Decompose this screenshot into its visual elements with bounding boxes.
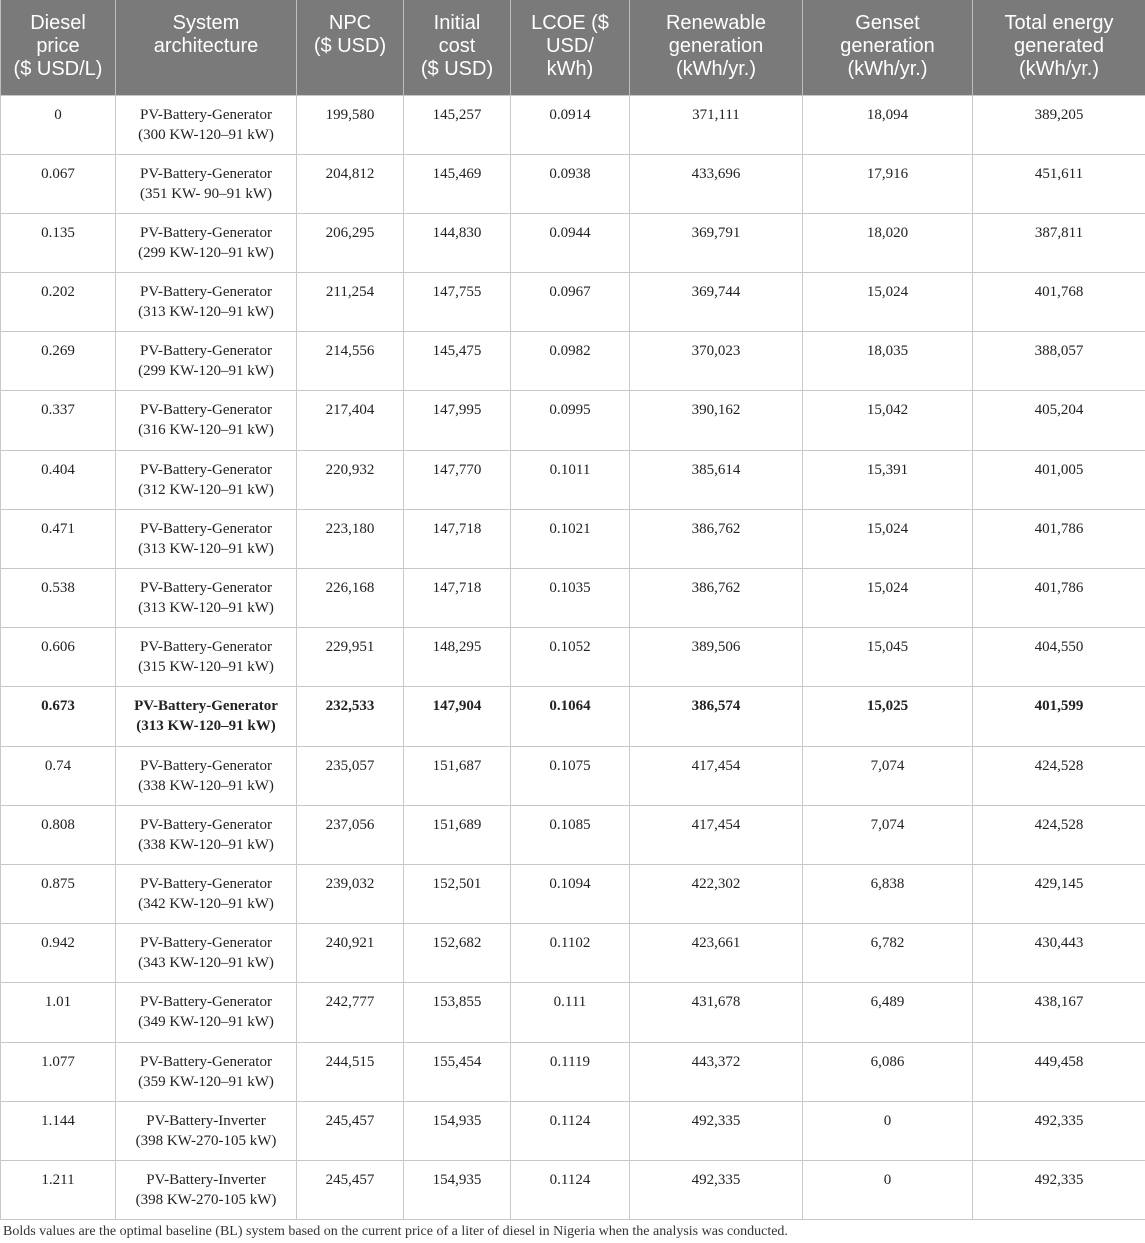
architecture-sizing: (313 KW-120–91 kW): [136, 718, 276, 735]
npc-cell: 199,580: [297, 95, 404, 154]
architecture-name: PV-Battery-Generator: [140, 520, 272, 537]
architecture-sizing: (349 KW-120–91 kW): [138, 1014, 274, 1031]
npc-cell: 229,951: [297, 628, 404, 687]
npc-cell: 217,404: [297, 391, 404, 450]
initial-cost-cell: 151,689: [404, 805, 511, 864]
renewable-generation-cell: 431,678: [630, 983, 803, 1042]
table-row: [1, 391, 1145, 450]
architecture-name: PV-Battery-Generator: [134, 698, 278, 715]
system-architecture-cell: [116, 687, 297, 746]
genset-generation-cell: 15,391: [803, 450, 973, 509]
genset-generation-cell: 15,024: [803, 569, 973, 628]
total-energy-cell: 424,528: [973, 805, 1145, 864]
header-total-energy: Total energy generated (kWh/yr.): [973, 0, 1145, 95]
architecture-name: PV-Battery-Inverter: [146, 1171, 266, 1188]
system-architecture-cell: [116, 273, 297, 332]
system-architecture-cell: [116, 450, 297, 509]
total-energy-cell: 401,786: [973, 509, 1145, 568]
genset-generation-cell: 6,086: [803, 1042, 973, 1101]
architecture-name: PV-Battery-Generator: [140, 106, 272, 123]
renewable-generation-cell: 417,454: [630, 746, 803, 805]
lcoe-cell: 0.1064: [511, 687, 630, 746]
architecture-name: PV-Battery-Generator: [140, 1053, 272, 1070]
renewable-generation-cell: 389,506: [630, 628, 803, 687]
architecture-sizing: (338 KW-120–91 kW): [138, 836, 274, 853]
architecture-name: PV-Battery-Generator: [140, 757, 272, 774]
architecture-sizing: (313 KW-120–91 kW): [138, 600, 274, 616]
architecture-sizing: (313 KW-120–91 kW): [138, 304, 274, 321]
architecture-sizing: (312 KW-120–91 kW): [138, 481, 274, 498]
header-npc: NPC ($ USD): [297, 0, 404, 95]
architecture-name: PV-Battery-Inverter: [146, 1112, 266, 1129]
npc-cell: 204,812: [297, 154, 404, 213]
table-row: [1, 864, 1145, 923]
header-row: [1, 0, 1145, 95]
npc-cell: 245,457: [297, 1160, 404, 1219]
genset-generation-cell: 15,042: [803, 391, 973, 450]
table-row: [1, 628, 1145, 687]
system-architecture-cell: [116, 746, 297, 805]
total-energy-cell: 405,204: [973, 391, 1145, 450]
architecture-sizing: (343 KW-120–91 kW): [138, 955, 274, 972]
header-lcoe: LCOE ($ USD/ kWh): [511, 0, 630, 95]
npc-cell: 214,556: [297, 332, 404, 391]
table-row: [1, 273, 1145, 332]
architecture-name: PV-Battery-Generator: [140, 165, 272, 182]
header-initial-cost: Initial cost ($ USD): [404, 0, 511, 95]
table-row: [1, 1160, 1145, 1219]
system-architecture-cell: [116, 509, 297, 568]
total-energy-cell: 389,205: [973, 95, 1145, 154]
total-energy-cell: 430,443: [973, 924, 1145, 983]
lcoe-cell: 0.0914: [511, 95, 630, 154]
initial-cost-cell: 155,454: [404, 1042, 511, 1101]
diesel-price-cell: 0.404: [1, 450, 116, 509]
renewable-generation-cell: 417,454: [630, 805, 803, 864]
architecture-sizing: (315 KW-120–91 kW): [138, 659, 274, 676]
architecture-name: PV-Battery-Generator: [140, 935, 272, 952]
architecture-name: PV-Battery-Generator: [140, 875, 272, 892]
system-architecture-cell: [116, 1042, 297, 1101]
table-body: [1, 95, 1145, 1220]
genset-generation-cell: 0: [803, 1101, 973, 1160]
lcoe-cell: 0.1094: [511, 864, 630, 923]
npc-cell: 239,032: [297, 864, 404, 923]
diesel-price-cell: 0.875: [1, 864, 116, 923]
npc-cell: 226,168: [297, 569, 404, 628]
initial-cost-cell: 147,718: [404, 509, 511, 568]
renewable-generation-cell: 492,335: [630, 1101, 803, 1160]
table-row: [1, 924, 1145, 983]
total-energy-cell: 387,811: [973, 213, 1145, 272]
renewable-generation-cell: 370,023: [630, 332, 803, 391]
architecture-sizing: (316 KW-120–91 kW): [138, 422, 274, 439]
system-architecture-cell: [116, 391, 297, 450]
diesel-price-cell: 0.202: [1, 273, 116, 332]
system-architecture-cell: [116, 569, 297, 628]
npc-cell: 223,180: [297, 509, 404, 568]
table-row: [1, 983, 1145, 1042]
lcoe-cell: 0.1011: [511, 450, 630, 509]
table-row: [1, 569, 1145, 628]
lcoe-cell: 0.1119: [511, 1042, 630, 1101]
npc-cell: 220,932: [297, 450, 404, 509]
initial-cost-cell: 152,682: [404, 924, 511, 983]
initial-cost-cell: 148,295: [404, 628, 511, 687]
initial-cost-cell: 147,904: [404, 687, 511, 746]
genset-generation-cell: 0: [803, 1160, 973, 1219]
initial-cost-cell: 152,501: [404, 864, 511, 923]
renewable-generation-cell: 371,111: [630, 95, 803, 154]
table-header: [1, 0, 1145, 95]
npc-cell: 235,057: [297, 746, 404, 805]
architecture-sizing: (300 KW-120–91 kW): [138, 126, 274, 143]
lcoe-cell: 0.1085: [511, 805, 630, 864]
architecture-sizing: (299 KW-120–91 kW): [138, 363, 274, 380]
architecture-sizing: (299 KW-120–91 kW): [138, 244, 274, 261]
architecture-sizing: (313 KW-120–91 kW): [138, 540, 274, 557]
system-architecture-cell: [116, 213, 297, 272]
diesel-price-cell: 0.74: [1, 746, 116, 805]
architecture-sizing: (398 KW-270-105 kW): [135, 1132, 277, 1149]
genset-generation-cell: 15,024: [803, 509, 973, 568]
diesel-price-cell: 0.673: [1, 687, 116, 746]
diesel-price-cell: 1.077: [1, 1042, 116, 1101]
renewable-generation-cell: 386,574: [630, 687, 803, 746]
system-architecture-cell: [116, 95, 297, 154]
table-row: [1, 687, 1145, 746]
renewable-generation-cell: 443,372: [630, 1042, 803, 1101]
npc-cell: 211,254: [297, 273, 404, 332]
genset-generation-cell: 6,782: [803, 924, 973, 983]
architecture-sizing: (398 KW-270-105 kW): [135, 1191, 277, 1208]
total-energy-cell: 451,611: [973, 154, 1145, 213]
total-energy-cell: 401,005: [973, 450, 1145, 509]
table-row: [1, 332, 1145, 391]
table-row: [1, 805, 1145, 864]
lcoe-cell: 0.0938: [511, 154, 630, 213]
npc-cell: 245,457: [297, 1101, 404, 1160]
initial-cost-cell: 151,687: [404, 746, 511, 805]
architecture-name: PV-Battery-Generator: [140, 224, 272, 241]
table-row: [1, 213, 1145, 272]
renewable-generation-cell: 369,791: [630, 213, 803, 272]
npc-cell: 240,921: [297, 924, 404, 983]
header-diesel-price: Diesel price ($ USD/L): [1, 0, 116, 95]
lcoe-cell: 0.1102: [511, 924, 630, 983]
lcoe-cell: 0.1052: [511, 628, 630, 687]
genset-generation-cell: 15,045: [803, 628, 973, 687]
header-system-architecture: System architecture: [116, 0, 297, 95]
system-architecture-cell: [116, 628, 297, 687]
system-architecture-cell: [116, 805, 297, 864]
diesel-price-cell: 0.808: [1, 805, 116, 864]
total-energy-cell: 401,599: [973, 687, 1145, 746]
genset-generation-cell: 15,024: [803, 273, 973, 332]
genset-generation-cell: 7,074: [803, 746, 973, 805]
total-energy-cell: 401,786: [973, 569, 1145, 628]
genset-generation-cell: 18,020: [803, 213, 973, 272]
npc-cell: 232,533: [297, 687, 404, 746]
initial-cost-cell: 154,935: [404, 1160, 511, 1219]
initial-cost-cell: 153,855: [404, 983, 511, 1042]
architecture-sizing: (351 KW- 90–91 kW): [139, 185, 273, 202]
architecture-name: PV-Battery-Generator: [140, 402, 272, 419]
lcoe-cell: 0.1035: [511, 569, 630, 628]
total-energy-cell: 438,167: [973, 983, 1145, 1042]
initial-cost-cell: 144,830: [404, 213, 511, 272]
system-architecture-cell: [116, 983, 297, 1042]
header-genset-generation: Genset generation (kWh/yr.): [803, 0, 973, 95]
genset-generation-cell: 6,838: [803, 864, 973, 923]
system-architecture-cell: [116, 864, 297, 923]
total-energy-cell: 449,458: [973, 1042, 1145, 1101]
architecture-name: PV-Battery-Generator: [140, 580, 272, 596]
table-row: [1, 154, 1145, 213]
diesel-price-cell: 0: [1, 95, 116, 154]
initial-cost-cell: 147,718: [404, 569, 511, 628]
lcoe-cell: 0.0967: [511, 273, 630, 332]
lcoe-cell: 0.0982: [511, 332, 630, 391]
table-row: [1, 746, 1145, 805]
renewable-generation-cell: 386,762: [630, 569, 803, 628]
architecture-name: PV-Battery-Generator: [140, 994, 272, 1011]
renewable-generation-cell: 422,302: [630, 864, 803, 923]
renewable-generation-cell: 386,762: [630, 509, 803, 568]
renewable-generation-cell: 423,661: [630, 924, 803, 983]
system-architecture-cell: [116, 332, 297, 391]
renewable-generation-cell: 369,744: [630, 273, 803, 332]
lcoe-cell: 0.1075: [511, 746, 630, 805]
genset-generation-cell: 17,916: [803, 154, 973, 213]
table-row: [1, 95, 1145, 154]
npc-cell: 242,777: [297, 983, 404, 1042]
diesel-price-cell: 0.538: [1, 569, 116, 628]
system-architecture-cell: [116, 154, 297, 213]
diesel-price-cell: 1.01: [1, 983, 116, 1042]
npc-cell: 237,056: [297, 805, 404, 864]
total-energy-cell: 388,057: [973, 332, 1145, 391]
initial-cost-cell: 145,475: [404, 332, 511, 391]
header-renewable-generation: Renewable generation (kWh/yr.): [630, 0, 803, 95]
initial-cost-cell: 147,755: [404, 273, 511, 332]
table-row: [1, 1042, 1145, 1101]
architecture-name: PV-Battery-Generator: [140, 284, 272, 301]
lcoe-cell: 0.1021: [511, 509, 630, 568]
table-row: [1, 509, 1145, 568]
total-energy-cell: 424,528: [973, 746, 1145, 805]
lcoe-cell: 0.1124: [511, 1160, 630, 1219]
renewable-generation-cell: 433,696: [630, 154, 803, 213]
renewable-generation-cell: 492,335: [630, 1160, 803, 1219]
architecture-name: PV-Battery-Generator: [140, 639, 272, 656]
system-architecture-cell: [116, 924, 297, 983]
lcoe-cell: 0.1124: [511, 1101, 630, 1160]
architecture-sizing: (338 KW-120–91 kW): [138, 777, 274, 794]
diesel-price-cell: 0.135: [1, 213, 116, 272]
system-architecture-cell: [116, 1101, 297, 1160]
architecture-sizing: (342 KW-120–91 kW): [138, 895, 274, 912]
lcoe-cell: 0.0995: [511, 391, 630, 450]
npc-cell: 206,295: [297, 213, 404, 272]
diesel-price-cell: 1.211: [1, 1160, 116, 1219]
genset-generation-cell: 18,035: [803, 332, 973, 391]
initial-cost-cell: 147,995: [404, 391, 511, 450]
genset-generation-cell: 15,025: [803, 687, 973, 746]
genset-generation-cell: 7,074: [803, 805, 973, 864]
diesel-price-cell: 0.337: [1, 391, 116, 450]
table-footnote: Bolds values are the optimal baseline (BL) system based on the current price of a liter of diesel in Nigeria when the analysis was conducted.: [3, 1224, 788, 1239]
total-energy-cell: 429,145: [973, 864, 1145, 923]
architecture-name: PV-Battery-Generator: [140, 343, 272, 360]
initial-cost-cell: 145,257: [404, 95, 511, 154]
lcoe-cell: 0.111: [511, 983, 630, 1042]
architecture-sizing: (359 KW-120–91 kW): [138, 1073, 274, 1090]
initial-cost-cell: 154,935: [404, 1101, 511, 1160]
diesel-price-cell: 0.942: [1, 924, 116, 983]
table-row: [1, 1101, 1145, 1160]
architecture-name: PV-Battery-Generator: [140, 816, 272, 833]
initial-cost-cell: 145,469: [404, 154, 511, 213]
total-energy-cell: 404,550: [973, 628, 1145, 687]
total-energy-cell: 401,768: [973, 273, 1145, 332]
system-architecture-cell: [116, 1160, 297, 1219]
diesel-price-cell: 0.606: [1, 628, 116, 687]
diesel-price-cell: 0.471: [1, 509, 116, 568]
architecture-name: PV-Battery-Generator: [140, 461, 272, 478]
diesel-price-cell: 0.067: [1, 154, 116, 213]
genset-generation-cell: 18,094: [803, 95, 973, 154]
npc-cell: 244,515: [297, 1042, 404, 1101]
total-energy-cell: 492,335: [973, 1160, 1145, 1219]
lcoe-cell: 0.0944: [511, 213, 630, 272]
genset-generation-cell: 6,489: [803, 983, 973, 1042]
renewable-generation-cell: 385,614: [630, 450, 803, 509]
diesel-price-cell: 1.144: [1, 1101, 116, 1160]
renewable-generation-cell: 390,162: [630, 391, 803, 450]
diesel-price-cell: 0.269: [1, 332, 116, 391]
table-row: [1, 450, 1145, 509]
total-energy-cell: 492,335: [973, 1101, 1145, 1160]
initial-cost-cell: 147,770: [404, 450, 511, 509]
